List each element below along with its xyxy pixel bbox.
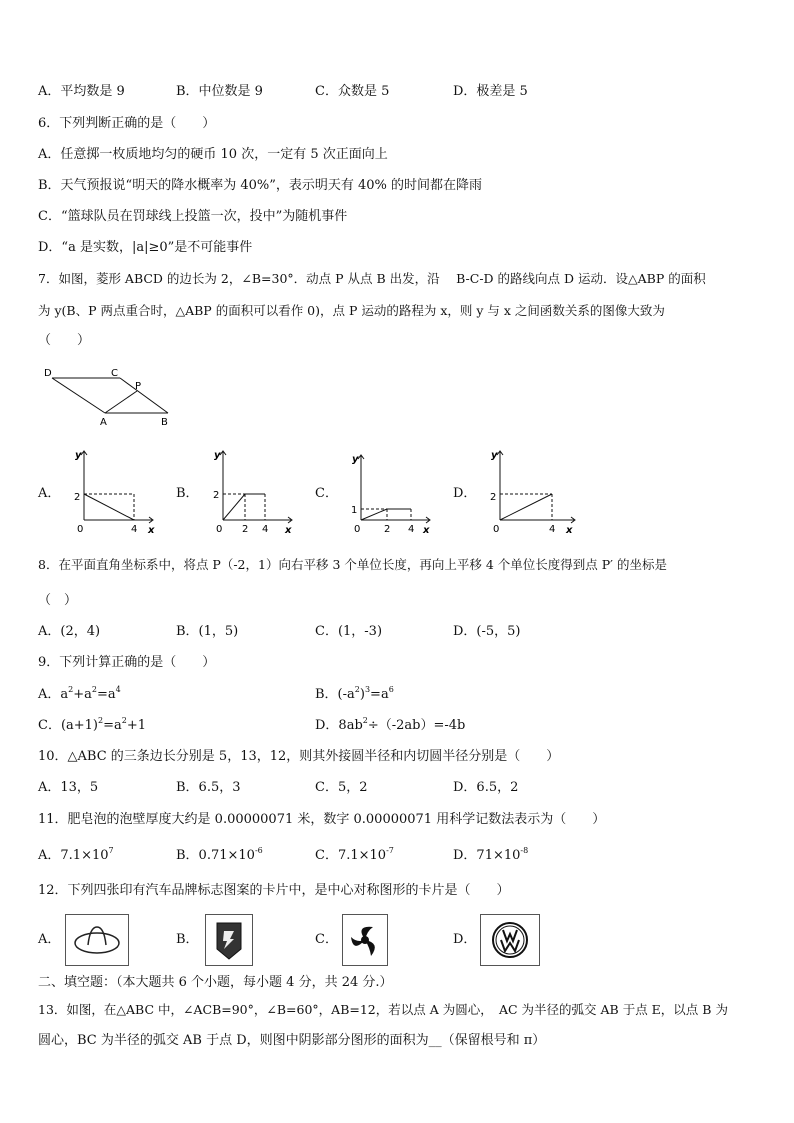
q13-line1: 13．如图，在△ABC 中，∠ACB=90°，∠B=60°，AB=12，若以点 A 为圆心， AC 为半径的弧交 AB 于点 E，以点 B 为 xyxy=(38,1002,728,1017)
svg-text:0: 0 xyxy=(77,524,84,535)
q8-paren: （ ） xyxy=(38,593,78,608)
svg-text:4: 4 xyxy=(131,524,138,535)
svg-text:0: 0 xyxy=(493,524,500,535)
svg-text:y: y xyxy=(214,450,221,461)
q10-option-d: D．6.5，2 xyxy=(453,780,519,795)
q10-option-c: C．5，2 xyxy=(315,780,368,795)
label-a: A xyxy=(100,417,107,428)
rhombus-figure xyxy=(40,364,180,430)
q12-stem: 12．下列四张印有汽车品牌标志图案的卡片中，是中心对称图形的卡片是（ ） xyxy=(38,883,510,898)
swirl-logo-icon xyxy=(343,915,387,965)
q6-option-c: C．“篮球队员在罚球线上投篮一次，投中”为随机事件 xyxy=(38,209,348,224)
q6-option-a: A．任意掷一枚质地均匀的硬币 10 次，一定有 5 次正面向上 xyxy=(38,147,388,162)
q5-option-b: B．中位数是 9 xyxy=(176,84,263,99)
svg-text:y: y xyxy=(352,454,359,465)
q12-option-b-letter: B． xyxy=(176,932,199,947)
q7-stem-line3: （ ） xyxy=(38,333,91,348)
svg-text:x: x xyxy=(566,525,573,536)
hat-logo-icon xyxy=(66,915,128,965)
vw-logo-icon xyxy=(481,915,539,965)
svg-text:0: 0 xyxy=(216,524,223,535)
svg-text:y: y xyxy=(491,450,498,461)
q9-option-b: B．$(-a^2)^3=a^6$ xyxy=(315,685,394,702)
q5-option-c: C．众数是 5 xyxy=(315,84,390,99)
svg-text:4: 4 xyxy=(262,524,269,535)
q8-stem: 8．在平面直角坐标系中，将点 P（-2，1）向右平移 3 个单位长度，再向上平移 4 个单位长度得到点 P′ 的坐标是 xyxy=(38,557,667,572)
card-b xyxy=(205,914,253,966)
q8-option-d: D．(-5，5) xyxy=(453,624,521,639)
svg-text:1: 1 xyxy=(351,505,358,516)
svg-text:y: y xyxy=(75,450,82,461)
card-c xyxy=(342,914,388,966)
q10-stem: 10．△ABC 的三条边长分别是 5，13，12，则其外接圆半径和内切圆半径分别是（ ） xyxy=(38,749,560,764)
q13-line2: 圆心，BC 为半径的弧交 AB 于点 D，则图中阴影部分图形的面积为__（保留根号和 π） xyxy=(38,1033,546,1048)
label-b: B xyxy=(161,417,168,428)
q11-option-c: C．$7.1\times 10^{-7}$ xyxy=(315,846,394,863)
label-c: C xyxy=(111,368,118,379)
q7-stem-line2: 为 y(B、P 两点重合时，△ABP 的面积可以看作 0)，点 P 运动的路程为 x，则 y 与 x 之间函数关系的图像大致为 xyxy=(38,303,665,318)
q10-option-a: A．13，5 xyxy=(38,780,99,795)
svg-text:2: 2 xyxy=(242,524,249,535)
q10-option-b: B．6.5，3 xyxy=(176,780,241,795)
svg-text:x: x xyxy=(285,525,292,536)
section-2-heading: 二、填空题：（本大题共 6 个小题，每小题 4 分，共 24 分.） xyxy=(38,975,393,990)
q7-option-d-letter: D． xyxy=(453,486,477,501)
q11-option-b: B．$0.71\times 10^{-6}$ xyxy=(176,846,263,863)
svg-text:2: 2 xyxy=(74,492,81,503)
svg-text:2: 2 xyxy=(213,490,220,501)
q12-option-a-letter: A． xyxy=(38,932,61,947)
q9-option-d: D．$8ab^2\div(-2ab)=-4b$ xyxy=(315,716,466,733)
card-a xyxy=(65,914,129,966)
card-d xyxy=(480,914,540,966)
q6-stem: 6．下列判断正确的是（ ） xyxy=(38,116,216,131)
q7-option-c-letter: C． xyxy=(315,486,338,501)
q9-option-c: C．$(a+1)^2=a^2+1$ xyxy=(38,716,147,733)
svg-text:2: 2 xyxy=(490,492,497,503)
graph-d xyxy=(482,446,578,536)
q6-option-b: B．天气预报说“明天的降水概率为 40%”，表示明天有 40% 的时间都在降雨 xyxy=(38,178,483,193)
q5-option-d: D．极差是 5 xyxy=(453,84,528,99)
q9-stem: 9．下列计算正确的是（ ） xyxy=(38,655,216,670)
svg-text:x: x xyxy=(423,525,430,536)
q6-option-d: D．“a 是实数，|a|≥0”是不可能事件 xyxy=(38,240,253,255)
q11-option-d: D．$71\times 10^{-8}$ xyxy=(453,846,529,863)
svg-text:4: 4 xyxy=(408,524,415,535)
label-p: P xyxy=(135,381,142,392)
svg-text:2: 2 xyxy=(384,524,391,535)
q9-option-a: A．$a^2+a^2=a^4$ xyxy=(38,685,121,702)
graph-b xyxy=(205,446,301,536)
q8-option-b: B．(1，5) xyxy=(176,624,239,639)
q12-option-c-letter: C． xyxy=(315,932,338,947)
q7-option-a-letter: A． xyxy=(38,486,61,501)
shield-logo-icon xyxy=(206,915,252,965)
q5-option-a: A．平均数是 9 xyxy=(38,84,125,99)
svg-text:0: 0 xyxy=(354,524,361,535)
q8-option-c: C．(1，-3) xyxy=(315,624,383,639)
q11-option-a: A．$7.1\times 10^7$ xyxy=(38,846,114,863)
graph-a xyxy=(66,446,162,536)
label-d: D xyxy=(44,368,52,379)
q11-stem: 11．肥皂泡的泡壁厚度大约是 0.00000071 米，数字 0.00000071 用科学记数法表示为（ ） xyxy=(38,812,606,827)
svg-text:4: 4 xyxy=(549,524,556,535)
q8-option-a: A．(2，4) xyxy=(38,624,101,639)
svg-text:x: x xyxy=(148,525,155,536)
graph-c xyxy=(343,446,439,536)
q12-option-d-letter: D． xyxy=(453,932,477,947)
q7-stem-line1: 7．如图，菱形 ABCD 的边长为 2，∠B=30°．动点 P 从点 B 出发，沿 B-C-D 的路线向点 D 运动．设△ABP 的面积 xyxy=(38,271,706,286)
q7-option-b-letter: B． xyxy=(176,486,199,501)
